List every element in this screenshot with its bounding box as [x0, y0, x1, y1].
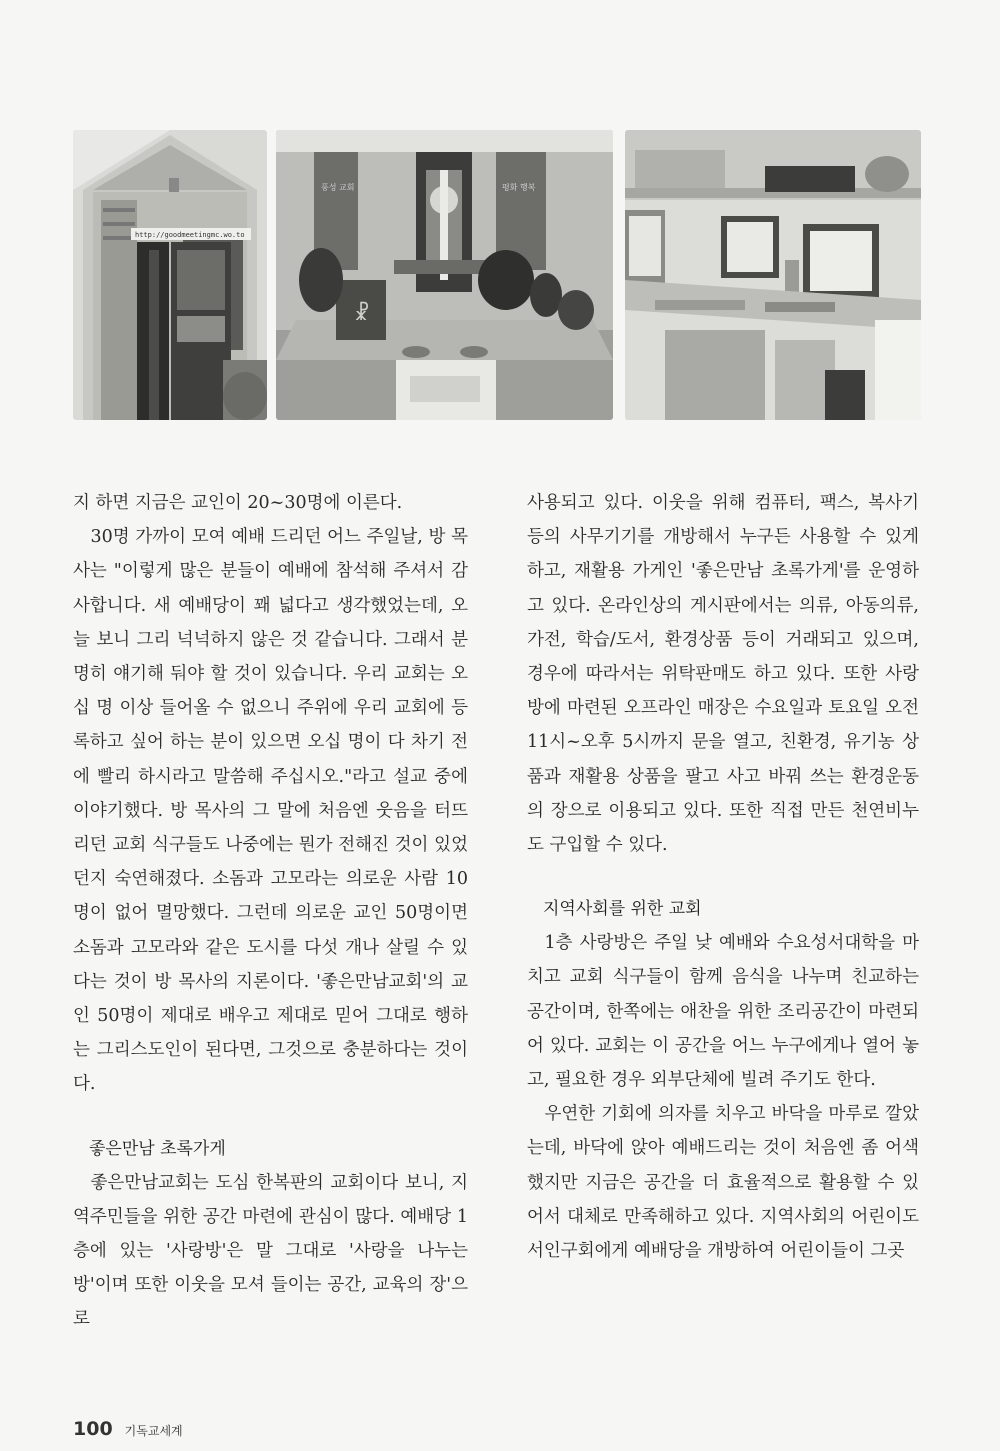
left-text-column: [73, 486, 468, 1337]
paragraph: 우연한 기회에 의자를 치우고 바닥을 마루로 깔았는데, 바닥에 앉아 예배드리는 것이 처음엔 좀 어색했지만 지금은 공간을 더 효율적으로 활용할 수 있어서 대체로 만족해하고 있다. 지역사회의 어린이도서인구회에게 예배당을 개방하여 어린이들이 그곳: [527, 1104, 919, 1262]
banner-right-text: 평화 행복: [502, 183, 536, 192]
entrance-sign-url: http://goodmeetingmc.wo.to: [135, 231, 245, 239]
paragraph: 사용되고 있다. 이웃을 위해 컴퓨터, 팩스, 복사기 등의 사무기기를 개방해서 누구든 사용할 수 있게 하고, 재활용 가게인 '좋은만남 초록가게'를 운영하고 있다. 온라인상의 게시판에서는 의류, 아동의류, 가전, 학습/도서, 환경상품 등이 거래되고 있으며, 경우에 따라서는 위탁판매도 하고 있다. 또한 사랑방에 마련된 오프라인 매장은 수요일과 토요일 오전 11시~오후 5시까지 문을 열고, 친환경, 유기농 상품과 재활용 상품을 팔고 사고 바꿔 쓰는 환경운동의 장으로 이용되고 있다. 또한 직접 만든 천연비누도 구입할 수 있다.: [527, 493, 919, 856]
svg-text:☧: ☧: [354, 301, 370, 325]
page-footer: [73, 1418, 183, 1440]
paragraph: 좋은만남교회는 도심 한복판의 교회이다 보니, 지역주민들을 위한 공간 마련에 관심이 많다. 예배당 1층에 있는 '사랑방'은 말 그대로 '사랑을 나누는 방'이며 또한 이웃을 모셔 들이는 공간, 교육의 장'으로: [73, 1172, 468, 1330]
paragraph: 1층 사랑방은 주일 낮 예배와 수요성서대학을 마치고 교회 식구들이 함께 음식을 나누며 친교하는 공간이며, 한쪽에는 애찬을 위한 조리공간이 마련되어 있다. 교회는 이 공간을 어느 누구에게나 열어 놓고, 필요한 경우 외부단체에 빌려 주기도 한다.: [527, 933, 919, 1091]
paragraph: 30명 가까이 모여 예배 드리던 어느 주일날, 방 목사는 "이렇게 많은 분들이 예배에 참석해 주셔서 감사합니다. 새 예배당이 꽤 넓다고 생각했었는데, 오늘 보니 그리 넉넉하지 않은 것 같습니다. 그래서 분명히 얘기해 둬야 할 것이 있습니다. 우리 교회는 오십 명 이상 들어올 수 없으니 주위에 우리 교회에 등록하고 싶어 하는 분이 있으면 오십 명이 다 차기 전에 빨리 하시라고 말씀해 주십시오."라고 설교 중에 이야기했다. 방 목사의 그 말에 처음엔 웃음을 터뜨리던 교회 식구들도 나중에는 뭔가 전해진 것이 있었던지 숙연해졌다. 소돔과 고모라는 의로운 사람 10명이 없어 멸망했다. 그런데 의로운 교인 50명이면 소돔과 고모라와 같은 도시를 다섯 개나 살릴 수 있다는 것이 방 목사의 지론이다. '좋은만남교회'의 교인 50명이 제대로 배우고 제대로 믿어 그대로 행하는 그리스도인이 된다면, 그것으로 충분하다는 것이다.: [73, 527, 468, 1095]
section-heading: 좋은만남 초록가게: [89, 1138, 226, 1159]
section-heading: 지역사회를 위한 교회: [543, 899, 702, 920]
magazine-name: 기독교세계: [124, 1424, 183, 1438]
paragraph: 지 하면 지금은 교인이 20~30명에 이른다.: [73, 493, 403, 513]
right-text-column: [527, 486, 919, 1268]
sanctuary-photo: [276, 130, 613, 420]
computer-room-photo: [625, 130, 921, 420]
page-number: 100: [73, 1418, 113, 1440]
church-entrance-photo: [73, 130, 267, 420]
banner-left-text: 풍성 교회: [321, 183, 355, 192]
